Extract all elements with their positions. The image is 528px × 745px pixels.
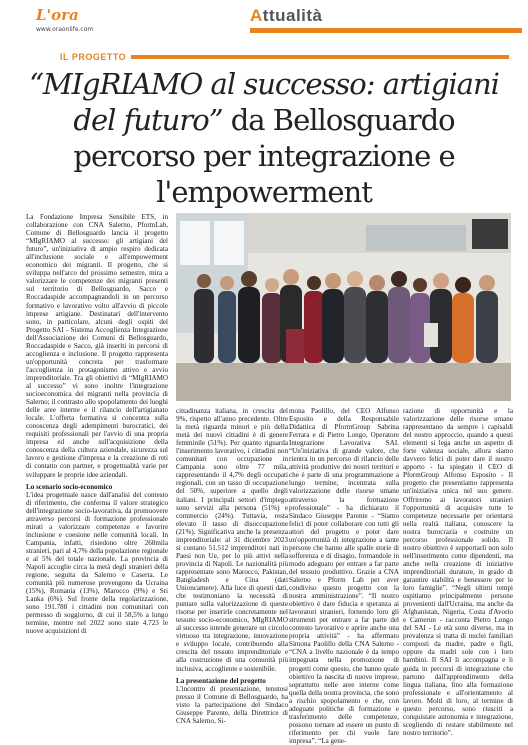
section-title-initial: A bbox=[250, 6, 263, 25]
headline-rest: da Bellosguardo percorso per integrazione e l'empowerment bbox=[73, 103, 455, 209]
newspaper-url: www.oraonlife.com bbox=[36, 26, 94, 33]
column-1-text-continued: L'idea progettuale nasce dall'analisi del contesto di riferimento, che conferma il valore strategico dell'integrazione socio-lavorativa, da promuovere attraverso percorsi di formazione professionale mirati a valorizzare competenze e favorire inclusione e coesione nelle comunità locali. In Campania, infatti, risiedono oltre 268mila stranieri, pari al 4,7% della popolazione regionale e al 5% del totale nazionale. La provincia di Napoli accoglie circa la metà degli stranieri della regione, seguita da Salerno e Caserta. Le comunità più numerose provengono da Ucraina (15%), Romania (13%), Marocco (9%) e Sri Lanka (6%). Sul fronte della regolarizzazione, sono 191.788 i cittadini non comunitari con permesso di soggiorno, di cui il 58,5% a lungo termine, mentre nel 2022 sono state 4.723 le nuove acquisizioni di bbox=[26, 490, 168, 636]
column-2-text-continued: L'incontro di presentazione, tenutosi presso il Comune di Bellosguardo, ha visto la partecipazione del Sindaco Giuseppe Parente, della Direttrice di CNA Salerno, Si- bbox=[176, 684, 288, 725]
column-2-text: cittadinanza italiana, in crescita del 9%, rispetto all'anno precedente. Oltre la metà riguarda minori e più della metà dei nuovi cittadini è di genere femminile (51%). Per quanto riguarda l'inserimento lavorativo, i cittadini non comunitari con occupazione in Campania sono oltre 77 mila, rappresentando il 4,7% degli occupati regionali, con un tasso di occupazione del 50%, superiore a quello degli italiani. I principali settori d'impiego sono servizi alla persona (51%) e commercio (24%). Tuttavia, resta elevato il tasso di disoccupazione (21%). Significativa anche la presenza imprenditoriale: al 31 dicembre 2023 si contano 51.512 imprenditori nati in Paesi non Ue, per lo più attivi nella provincia di Napoli. Le nazionalità più rappresentate sono Marocco, Pakistan, Bangladesh e Cina (dati Unioncamere). Alla luce di questi dati, che testimoniano la necessità di puntare sulla valorizzazione di queste risorse per inserirle concretamente nel tessuto socio-economico, MIgRIAMO al successo intende generare un circolo virtuoso tra integrazione, innovazione e sviluppo locale, contribuendo alla crescita del tessuto imprenditoriale e alla costruzione di una comunità più inclusiva, accogliente e sostenibile. bbox=[176, 407, 288, 673]
article-column-1 bbox=[26, 213, 168, 728]
column-1-subheading: Lo scenario socio-economico bbox=[26, 482, 113, 491]
section-rule bbox=[250, 28, 522, 33]
article-column-4 bbox=[403, 407, 513, 737]
article-headline bbox=[28, 66, 500, 210]
headline-quote-open: “ bbox=[29, 67, 43, 101]
masthead bbox=[14, 4, 514, 40]
column-4-text: razione di opportunità e la valorizzazione delle risorse umane rappresentano da sempre i capisaldi del nostro approccio, quando a questi elementi si lega anche un aspetto di forte valenza sociale, allora siamo davvero felici di poter dare il nostro apporto - ha spiegato il CEO di PformGroup Alfonso Esposito - Il progetto che presentiamo rappresenta un'iniziativa unica nel suo genere. Offriremo ai lavoratori stranieri l'opportunità di acquisire tutte le competenze necessarie per orientarsi nella realtà italiana, conoscere la nostra burocrazia e costruire un percorso professionale solido. Il nostro obiettivo è supportarli non solo nell'inserimento come dipendenti, ma anche nella creazione di iniziative imprenditoriali durature, in grado di garantire stabilità e benessere per le loro famiglie”. “Negli ultimi tempi ospitiamo principalmente persone provenienti dall'Ucraina, ma anche da Afghanistan, Nigeria, Costa d'Avorio e Camerun - racconta Pietro Longo del SAI - Le età sono diverse, ma in prevalenza si tratta di nuclei familiari composti da madre, padre e figli, oppure da madri sole con i loro bambini. Il SAI li accompagna e li guida in percorsi di integrazione che partono dall'apprendimento della lingua italiana, fino alla formazione professionale e all'orientamento al lavoro. Molti di loro, al termine di questo percorso, sono riusciti a conquistare autonomia e integrazione, scegliendo di restare stabilmente nel nostro territorio”. bbox=[403, 407, 513, 737]
section-title-rest: ttualità bbox=[262, 6, 323, 25]
column-2-subheading: La presentazione del progetto bbox=[176, 676, 266, 685]
headline-italic-part: MIgRIAMO al successo: artigiani del futuro bbox=[42, 67, 499, 137]
newspaper-logo: L'ora bbox=[36, 6, 79, 24]
headline-quote-close: ” bbox=[208, 103, 223, 137]
article-kicker: IL PROGETTO bbox=[60, 52, 127, 62]
kicker-rule bbox=[131, 55, 509, 59]
article-column-3 bbox=[289, 407, 399, 745]
column-3-text: mona Paolillo, del CEO Alfonso Esposito e della Responsabile Didattica di PformGroup Sabrina Ferrara e di Pietro Longo, Operatore Integrazione Lavorativa SAI. “Un'iniziativa di grande valore, che rientra in un percorso di rilancio delle attività produttive dei nostri territori e che è parte di una programmazione a lungo termine, incentrata sulla valorizzazione delle risorse umane attraverso la formazione professionale” - ha dichiarato il Sindaco Giuseppe Parente - “Siamo felici di poter collaborare con tutti gli attori del progetto e poter dare un'opportunità di integrazione a tante persone che hanno alle spalle storie di sofferenza e di disagio, formandole in modo adeguato per entrare a far parte del tessuto produttivo. Grazie a CNA Salerno e Pform Lab per aver condiviso questo progetto con la nostra amministrazione”. “Il nostro obiettivo è dare fiducia e speranza ai lavoratori stranieri, fornendo loro gli strumenti per entrare a far parte del contesto lavorativo e aprire anche una propria attività” - ha affermato Simona Paolillo della CNA Salerno - “CNA a livello nazionale è da tempo impegnata nella promozione di progetti come questo, che hanno quale obiettivo la nascita di nuove imprese, soprattutto nelle aree interne come quella della nostra provincia, che sono a rischio spopolamento e che, con adeguate politiche di formazione e trasferimento delle competenze, possono tornare ad essere un punto di riferimento per chi vuole fare impresa”. “La gene- bbox=[289, 407, 399, 745]
group-photo bbox=[176, 213, 511, 401]
article-column-2 bbox=[176, 407, 288, 729]
group-photo-illustration bbox=[176, 213, 511, 401]
section-title bbox=[250, 6, 323, 26]
column-1-text: La Fondazione Impresa Sensibile ETS, in collaborazione con CNA Salerno, PformLab, Comune di Bellosguardo lancia il progetto “MIgRIAMO al successo: gli artigiani del futuro”, un'iniziativa di ampio respiro dedicata all'inclusione sociale e all'empowerment economico dei migranti. Il progetto, che si sviluppa nell'arco del prossimo semestre, mira a valorizzare le competenze dei migranti presenti sul territorio di Bellosguardo, Sacco e Roccadaspide accompagnandoli in un percorso formativo e lavorativo volto all'avvio di piccole imprese artigiane. Destinatari dell'intervento sono, in particolare, alcuni degli ospiti del Progetto SAI - Sistema Accoglienza Integrazione dell'Associazione dei Comuni di Bellosguardo, Roccadaspide e Sacco, già inseriti in percorsi di accoglienza e inclusione. Il progetto rappresenta un'opportunità concreta per trasformare l'accoglienza in protagonismo attivo e avvio imprenditoriale. Tra gli obiettivi di “MIgRIAMO al successo” vi sono inoltre l'integrazione socioeconomica dei migranti nella provincia di Salerno; il contrasto allo spopolamento dei luoghi delle aree interne e il rilancio dell'artigianato locale. L'offerta formativa si concentra sulla conoscenza degli adempimenti burocratici, dei requisiti professionali per l'avvio di una propria impresa ed anche sull'acquisizione della conoscenza della cultura aziendale, sicurezza sul lavoro e gestione d'impresa e la creazione di reti di contatto con partner, e progettualità varie per sviluppare le proprie idee aziendali. bbox=[26, 213, 168, 479]
